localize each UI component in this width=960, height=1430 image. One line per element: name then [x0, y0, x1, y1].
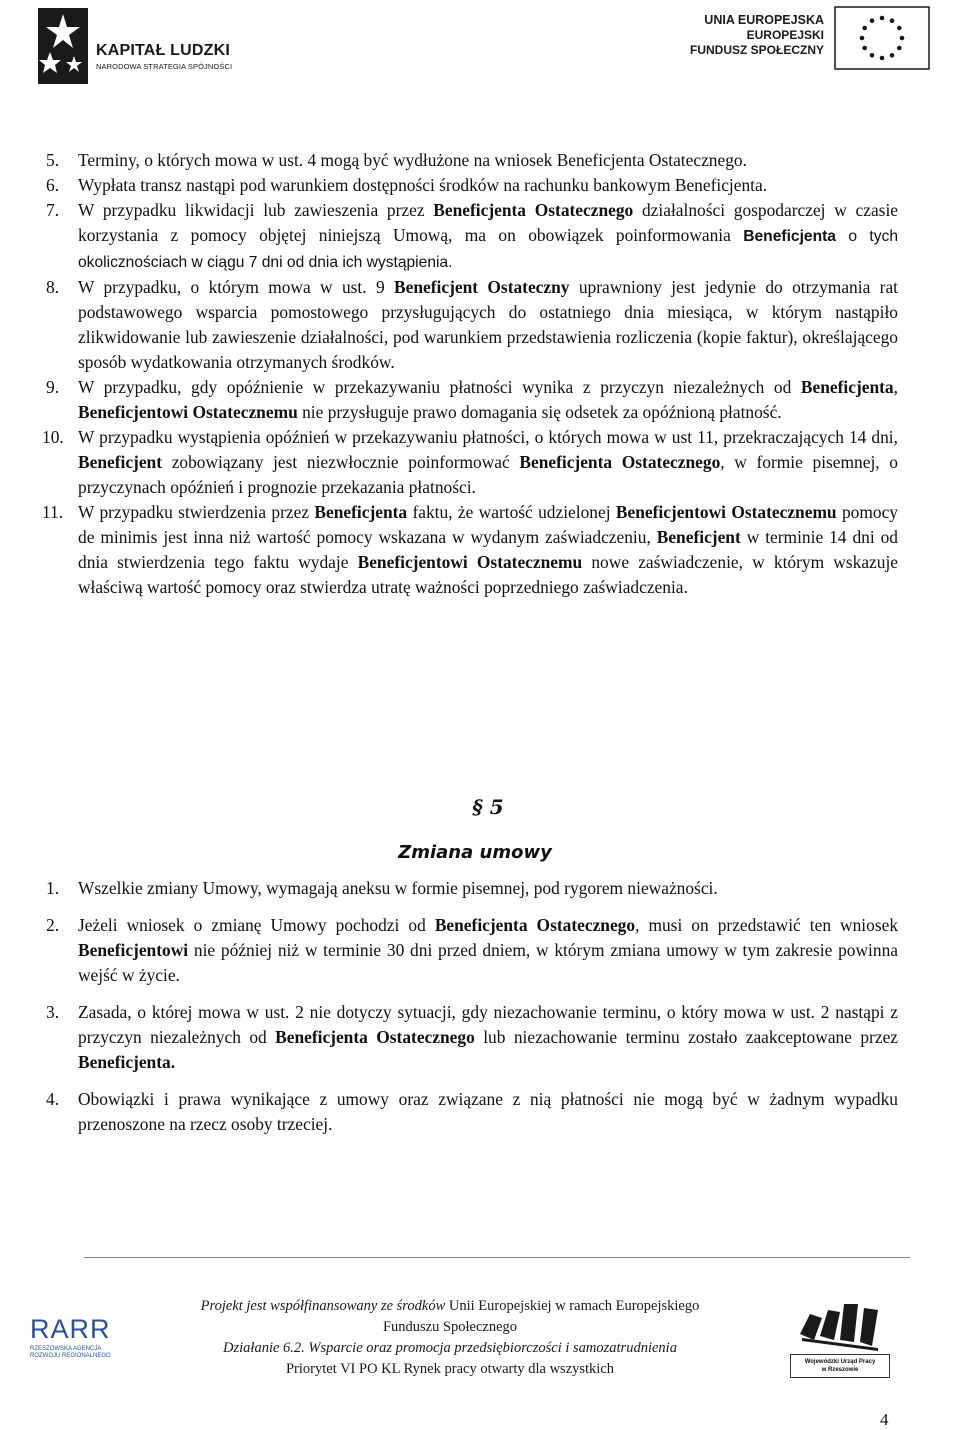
footer-divider: [84, 1257, 910, 1258]
item-text: , musi on przedstawić ten wniosek: [635, 915, 899, 935]
item-text: pomocy de minimis jest inna niż wartość pomocy wskazana w wydanym zaświadczeniu,: [78, 502, 898, 547]
item-text: ,: [893, 377, 898, 397]
section-symbol: § 5: [472, 795, 504, 819]
item-text: nie przysługuje prawo domagania się odsetek za opóźnioną płatność.: [297, 402, 782, 422]
list-item: [46, 876, 898, 901]
footer-line4: Priorytet VI PO KL Rynek pracy otwarty dla wszystkich: [285, 1361, 615, 1377]
item-text: , w formie pisemnej, o przyczynach opóźnień i prognozie przekazania płatności.: [78, 452, 898, 497]
ue-line3: FUNDUSZ SPOŁECZNY: [689, 43, 824, 57]
item-number: 9.: [46, 377, 60, 397]
item-text: Jeżeli wniosek o zmianę Umowy pochodzi od: [78, 915, 435, 935]
list-item: [46, 1000, 898, 1075]
item-text-bold: Beneficjentowi Ostatecznemu: [78, 402, 298, 422]
list-item: [46, 198, 898, 275]
rarr-wordmark: RARR: [30, 1314, 111, 1344]
item-number: 11.: [42, 502, 64, 522]
kapital-ludzki-star-icon: [38, 8, 88, 84]
footer-line3: Działanie 6.2. Wsparcie oraz promocja przedsiębiorczości i samozatrudnienia: [223, 1340, 677, 1356]
item-text: W przypadku, gdy opóźnienie w przekazywaniu płatności wynika z przyczyn niezależnych od: [78, 377, 801, 397]
rarr-logo: [30, 1310, 122, 1370]
item-text-bold: Beneficjenta Ostatecznego: [433, 200, 634, 220]
item-text: W przypadku wystąpienia opóźnień w przekazywaniu płatności, o których mowa w ust 11, przekraczających 14 dni,: [78, 427, 898, 447]
item-text: W przypadku, o którym mowa w ust. 9: [78, 277, 395, 297]
item-number: 3.: [46, 1002, 60, 1022]
list-item: [42, 500, 899, 600]
item-number: 6.: [46, 175, 60, 195]
rarr-sub-line1: RZESZOWSKA AGENCJA: [30, 1346, 102, 1352]
kapital-ludzki-subtitle: NARODOWA STRATEGIA SPÓJNOŚCI: [96, 62, 233, 71]
list-item: [46, 1087, 898, 1137]
item-text: uprawniony jest jedynie do otrzymania rat podstawowego wsparcia pomostowego przysługujących do ostatniego dnia miesiąca, w którym nastąpiło zlikwidowanie lub zawieszenie działalności, pod warunkiem przedstawienia rozliczenia (kopie faktur), określającego sposób wydatkowania otrzymanych środków.: [78, 277, 898, 372]
wup-emblem-icon: [780, 1296, 900, 1354]
section-title: Zmiana umowy: [398, 842, 552, 863]
item-text: W przypadku likwidacji lub zawieszenia przez: [78, 200, 434, 220]
item-text: nie później niż w terminie 30 dni przed dniem, w którym zmiana umowy w tym zakresie powinna wejść w życie.: [78, 940, 898, 985]
ue-line1: UNIA EUROPEJSKA: [704, 13, 824, 27]
page-number: 4: [880, 1410, 889, 1429]
item-text-bold: Beneficjentowi Ostatecznemu: [615, 502, 837, 522]
item-text-bold: Beneficjenta: [743, 228, 836, 245]
item-text: Beneficjenta.: [674, 175, 768, 195]
item-text: nowe zaświadczenie, w którym wskazuje właściwą wartość pomocy oraz stwierdza utratę ważności poprzedniego zaświadczenia.: [78, 552, 899, 597]
item-number: 2.: [46, 915, 60, 935]
item-number: 4.: [46, 1089, 60, 1109]
wup-line1: Wojewódzki Urząd Pracy: [804, 1359, 876, 1365]
item-text-bold: Beneficjentowi: [78, 940, 189, 960]
item-text: Zasada, o której mowa w ust. 2 nie dotyczy sytuacji, gdy niezachowanie terminu, o który mowa w ust. 2 nastąpi z przyczyn niezależnych od: [78, 1002, 898, 1047]
list-item: [46, 173, 898, 198]
list-item: [46, 148, 898, 173]
item-text: W przypadku stwierdzenia przez: [78, 502, 315, 522]
item-text: Wszelkie zmiany Umowy, wymagają aneksu w formie pisemnej, pod rygorem nieważności.: [78, 878, 718, 898]
item-text-bold: Beneficjent Ostateczny: [394, 277, 570, 297]
item-text: w terminie 14 dni od dnia stwierdzenia tego faktu wydaje: [78, 527, 898, 572]
item-text: Wypłata transz nastąpi pod warunkiem dostępności środków na rachunku bankowym: [78, 175, 675, 195]
document-body: [42, 148, 899, 600]
footer-text: [150, 1296, 750, 1380]
item-text: działalności gospodarczej w czasie korzystania z pomocy objętej niniejszą Umową, ma on obowiązek poinformowania: [78, 200, 898, 245]
wup-label: [790, 1354, 890, 1378]
item-text: faktu, że wartość udzielonej: [407, 502, 616, 522]
list-item: [46, 275, 898, 375]
unia-europejska-logo: [668, 6, 930, 86]
section-body: [46, 876, 898, 1137]
item-text-bold: Beneficjenta Ostatecznego: [434, 915, 636, 935]
item-text: Obowiązki i prawa wynikające z umowy oraz związane z nią płatności nie mogą być w żadnym wypadku przenoszone na rzecz osoby trzeciej.: [78, 1089, 898, 1134]
item-text-bold: Beneficjent: [78, 452, 163, 472]
footer-line1a: Projekt jest współfinansowany ze środków: [200, 1298, 446, 1314]
item-text-bold: Beneficjenta.: [78, 1052, 176, 1072]
kapital-ludzki-logo: [38, 8, 258, 86]
item-text: o tych okolicznościach w ciągu 7 dni od dnia ich wystąpienia.: [78, 228, 899, 271]
item-number: 8.: [46, 277, 60, 297]
footer-line2: Funduszu Społecznego: [382, 1319, 518, 1335]
kapital-ludzki-title: KAPITAŁ LUDZKI: [96, 42, 231, 59]
wup-line2: w Rzeszowie: [821, 1367, 859, 1373]
rarr-sub-line2: ROZWOJU REGIONALNEGO: [30, 1353, 111, 1359]
item-text-bold: Beneficjent: [656, 527, 741, 547]
item-text: zobowiązany jest niezwłocznie poinformować: [162, 452, 520, 472]
list-item: [42, 425, 898, 500]
ue-line2: EUROPEJSKI: [746, 28, 824, 42]
item-number: 10.: [42, 427, 64, 447]
eu-flag-icon: [834, 6, 930, 70]
footer-line1b: Unii Europejskiej w ramach Europejskiego: [445, 1298, 700, 1314]
item-text-bold: Beneficjenta: [800, 377, 894, 397]
list-item: [46, 913, 898, 988]
item-text-bold: Beneficjentowi Ostatecznemu: [357, 552, 583, 572]
item-text: Terminy, o których mowa w ust. 4 mogą być wydłużone na wniosek Beneficjenta Ostatecznego.: [78, 150, 747, 170]
item-number: 1.: [46, 878, 60, 898]
list-item: [46, 375, 898, 425]
item-text-bold: Beneficjenta Ostatecznego: [275, 1027, 475, 1047]
item-number: 7.: [46, 200, 60, 220]
wup-logo: [780, 1296, 900, 1382]
item-number: 5.: [46, 150, 60, 170]
item-text-bold: Beneficjenta: [314, 502, 408, 522]
item-text-bold: Beneficjenta Ostatecznego: [519, 452, 721, 472]
item-text: lub niezachowanie terminu zostało zaakceptowane przez: [474, 1027, 899, 1047]
